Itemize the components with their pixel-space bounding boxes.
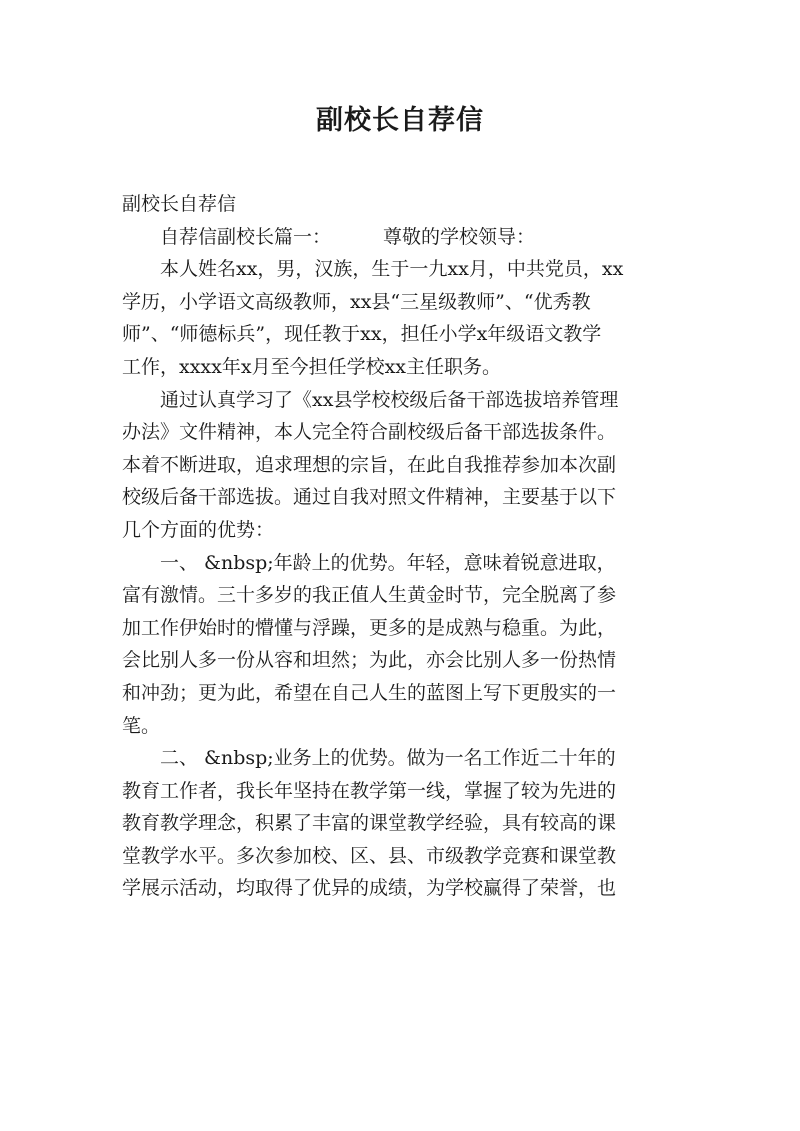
paragraph-2-line-5: 几个方面的优势： — [122, 518, 275, 541]
document-subtitle: 副校长自荐信 — [122, 193, 237, 215]
paragraph-1-line-4: 工作，xxxx年x月至今担任学校xx主任职务。 — [122, 355, 502, 378]
paragraph-4-line-1: 二、 &nbsp;业务上的优势。做为一名工作近二十年的 — [160, 747, 616, 770]
greeting-left: 自荐信副校长篇一： — [160, 225, 332, 248]
document-title: 副校长自荐信 — [316, 105, 484, 136]
paragraph-3-line-2: 富有激情。三十多岁的我正值人生黄金时节，完全脱离了参 — [122, 584, 617, 607]
document-body — [122, 188, 688, 905]
paragraph-2-line-4: 校级后备干部选拔。通过自我对照文件精神，主要基于以下 — [122, 486, 617, 509]
greeting-right: 尊敬的学校领导： — [383, 225, 536, 248]
paragraph-1-line-3: 师”、“师德标兵”，现任教于xx，担任小学x年级语文教学 — [122, 323, 602, 346]
paragraph-1-line-2: 学历，小学语文高级教师，xx县“三星级教师”、“优秀教 — [122, 290, 591, 313]
paragraph-3-line-6: 笔。 — [122, 714, 161, 737]
paragraph-4-line-4: 堂教学水平。多次参加校、区、县、市级教学竞赛和课堂教 — [122, 844, 617, 867]
paragraph-4-line-3: 教育教学理念，积累了丰富的课堂教学经验，具有较高的课 — [122, 812, 617, 835]
paragraph-3-line-4: 会比别人多一份从容和坦然；为此，亦会比别人多一份热情 — [122, 649, 617, 672]
paragraph-2-line-2: 办法》文件精神，本人完全符合副校级后备干部选拔条件。 — [122, 421, 617, 444]
paragraph-2-line-3: 本着不断进取，追求理想的宗旨，在此自我推荐参加本次副 — [122, 453, 617, 476]
paragraph-4-line-2: 教育工作者，我长年坚持在教学第一线，掌握了较为先进的 — [122, 779, 617, 802]
paragraph-1-line-1: 本人姓名xx，男，汉族，生于一九xx月，中共党员，xx — [160, 258, 624, 281]
paragraph-3-line-3: 加工作伊始时的懵懂与浮躁，更多的是成熟与稳重。为此， — [122, 616, 617, 639]
greeting-line — [122, 221, 688, 254]
paragraph-4-line-5: 学展示活动，均取得了优异的成绩，为学校赢得了荣誉，也 — [122, 877, 617, 900]
paragraph-2-line-1: 通过认真学习了《xx县学校校级后备干部选拔培养管理 — [160, 388, 619, 411]
paragraph-3-line-1: 一、 &nbsp;年龄上的优势。年轻，意味着锐意进取， — [160, 551, 616, 574]
paragraph-3-line-5: 和冲劲；更为此，希望在自己人生的蓝图上写下更殷实的一 — [122, 681, 617, 704]
